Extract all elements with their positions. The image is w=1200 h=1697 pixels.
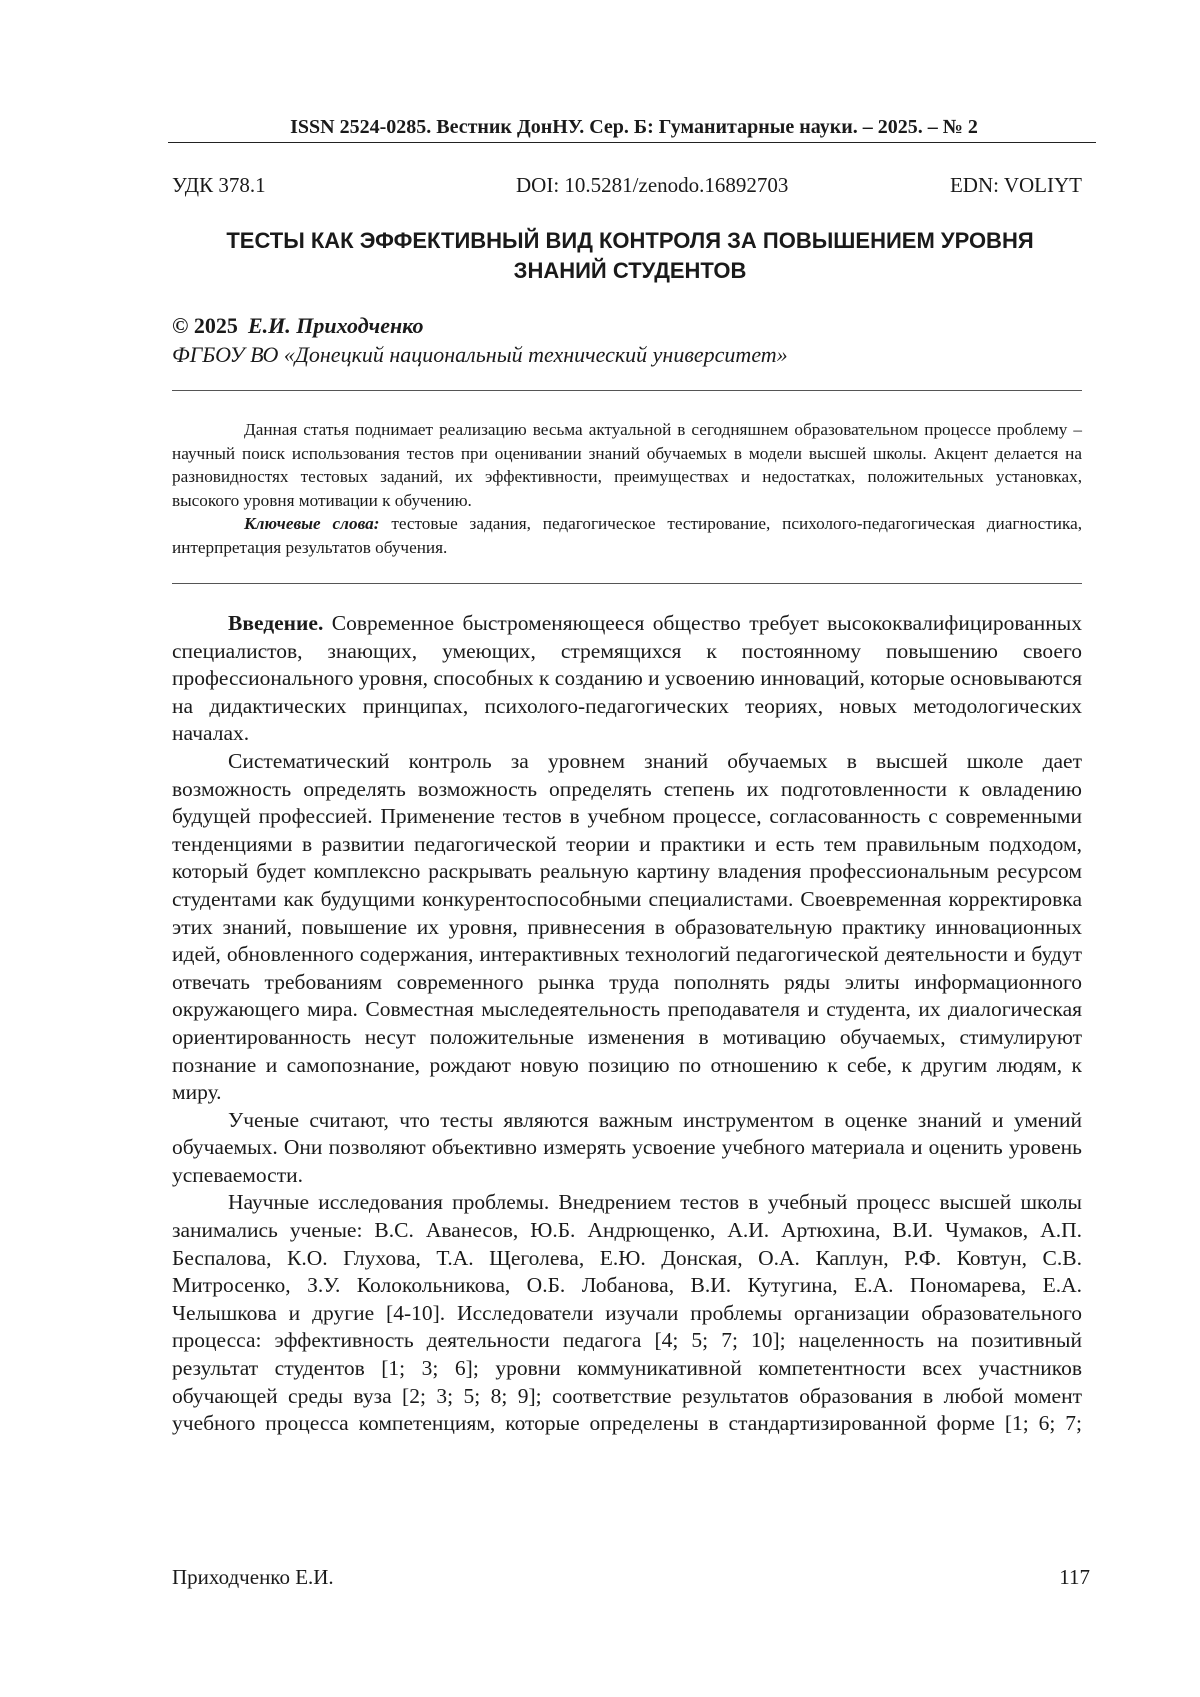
body-paragraph: Ученые считают, что тесты являются важным инструментом в оценке знаний и умений обучаемых. Они позволяют объективно измерять усвоение учебного материала и оценить уровень успеваемости. (172, 1107, 1082, 1187)
keywords-label: Ключевые слова: (244, 514, 380, 533)
edn-code: EDN: VOLIYT (949, 173, 1082, 197)
intro-heading: Введение. (228, 611, 324, 635)
author-line (172, 313, 424, 339)
header-rule (168, 142, 1096, 143)
keywords-text: тестовые задания, педагогическое тестирование, психолого-педагогическая диагностика, интерпретация результатов обучения. (172, 514, 1083, 557)
identifiers-row (172, 173, 1082, 201)
article-title (160, 226, 1100, 286)
title-line-1: ТЕСТЫ КАК ЭФФЕКТИВНЫЙ ВИД КОНТРОЛЯ ЗА ПОВЫШЕНИЕМ УРОВНЯ (226, 228, 1034, 253)
page-number: 117 (1059, 1565, 1090, 1589)
article-body (172, 610, 1082, 1438)
abstract (172, 418, 1082, 559)
divider-top (172, 390, 1082, 391)
running-header: ISSN 2524-0285. Вестник ДонНУ. Сер. Б: Гуманитарные науки. – 2025. – № 2 (290, 116, 978, 138)
footer-author: Приходченко Е.И. (172, 1565, 334, 1589)
abstract-text: Данная статья поднимает реализацию весьма актуальной в сегодняшнем образовательном процессе проблему – научный поиск использования тестов при оценивании знаний обучаемых в модели высшей школы. Акцент делается на разновидностях тестовых заданий, их эффективности, преимуществах и недостатках, положительных установках, высокого уровня мотивации к обучению. (172, 420, 1082, 510)
body-paragraph-intro (172, 610, 1082, 748)
body-paragraph: Научные исследования проблемы. Внедрением тестов в учебный процесс высшей школы занимались ученые: В.С. Аванесов, Ю.Б. Андрющенко, А.И. Артюхина, В.И. Чумаков, А.П. Беспалова, К.О. Глухова, Т.А. Щеголева, Е.Ю. Донская, О.А. Каплун, Р.Ф. Ковтун, С.В. Митросенко, З.У. Колокольникова, О.Б. Лобанова, В.И. Кутугина, Е.А. Пономарева, Е.А. Челышкова и другие [4-10]. Исследователи изучали проблемы организации образовательного процесса: эффективность деятельности педагога [4; 5; 7; 10]; нацеленность на позитивный результат студентов [1; 3; 6]; уровни коммуникативной компетентности всех участников обучающей среды вуза [2; 3; 5; 8; 9]; соответствие результатов образования в любой момент учебного процесса компетенциям, которые определены в стандартизированной форме [1; 6; 7; (172, 1190, 1082, 1436)
author-name: Е.И. Приходченко (247, 313, 424, 338)
udk-code: УДК 378.1 (172, 173, 266, 197)
copyright-year: © 2025 (172, 313, 238, 338)
body-paragraph: Систематический контроль за уровнем знаний обучаемых в высшей школе дает возможность определять возможность определять степень их подготовленности к овладению будущей профессией. Применение тестов в учебном процессе, согласованность с современными тенденциями в развитии педагогической теории и практики и есть тем правильным подходом, который будет комплексно раскрывать реальную картину владения профессиональным ресурсом студентами как будущими конкурентоспособными специалистами. Своевременная корректировка этих знаний, повышение их уровня, привнесения в образовательную практику инновационных идей, обновленного содержания, интерактивных технологий педагогической деятельности и будут отвечать требованиям современного рынка труда пополнять ряды элиты информационного окружающего мира. Совместная мыследеятельность преподавателя и студента, их диалогическая ориентированность несут положительные изменения в мотивацию обучаемых, стимулируют познание и самопознание, рождают новую позицию по отношению к себе, к другим людям, к миру. (172, 748, 1082, 1105)
intro-text: Современное быстроменяющееся общество требует высококвалифицированных специалистов, знающих, умеющих, стремящихся к постоянному повышению своего профессионального уровня, способных к созданию и усвоению инноваций, которые основываются на дидактических принципах, психолого-педагогических теориях, новых методологических началах. (172, 611, 1083, 746)
title-line-2: ЗНАНИЙ СТУДЕНТОВ (513, 258, 747, 283)
divider-bottom (172, 583, 1082, 584)
author-affiliation: ФГБОУ ВО «Донецкий национальный технический университет» (172, 342, 788, 367)
doi-link[interactable]: DOI: 10.5281/zenodo.16892703 (516, 173, 789, 197)
keywords-paragraph (172, 512, 1082, 559)
